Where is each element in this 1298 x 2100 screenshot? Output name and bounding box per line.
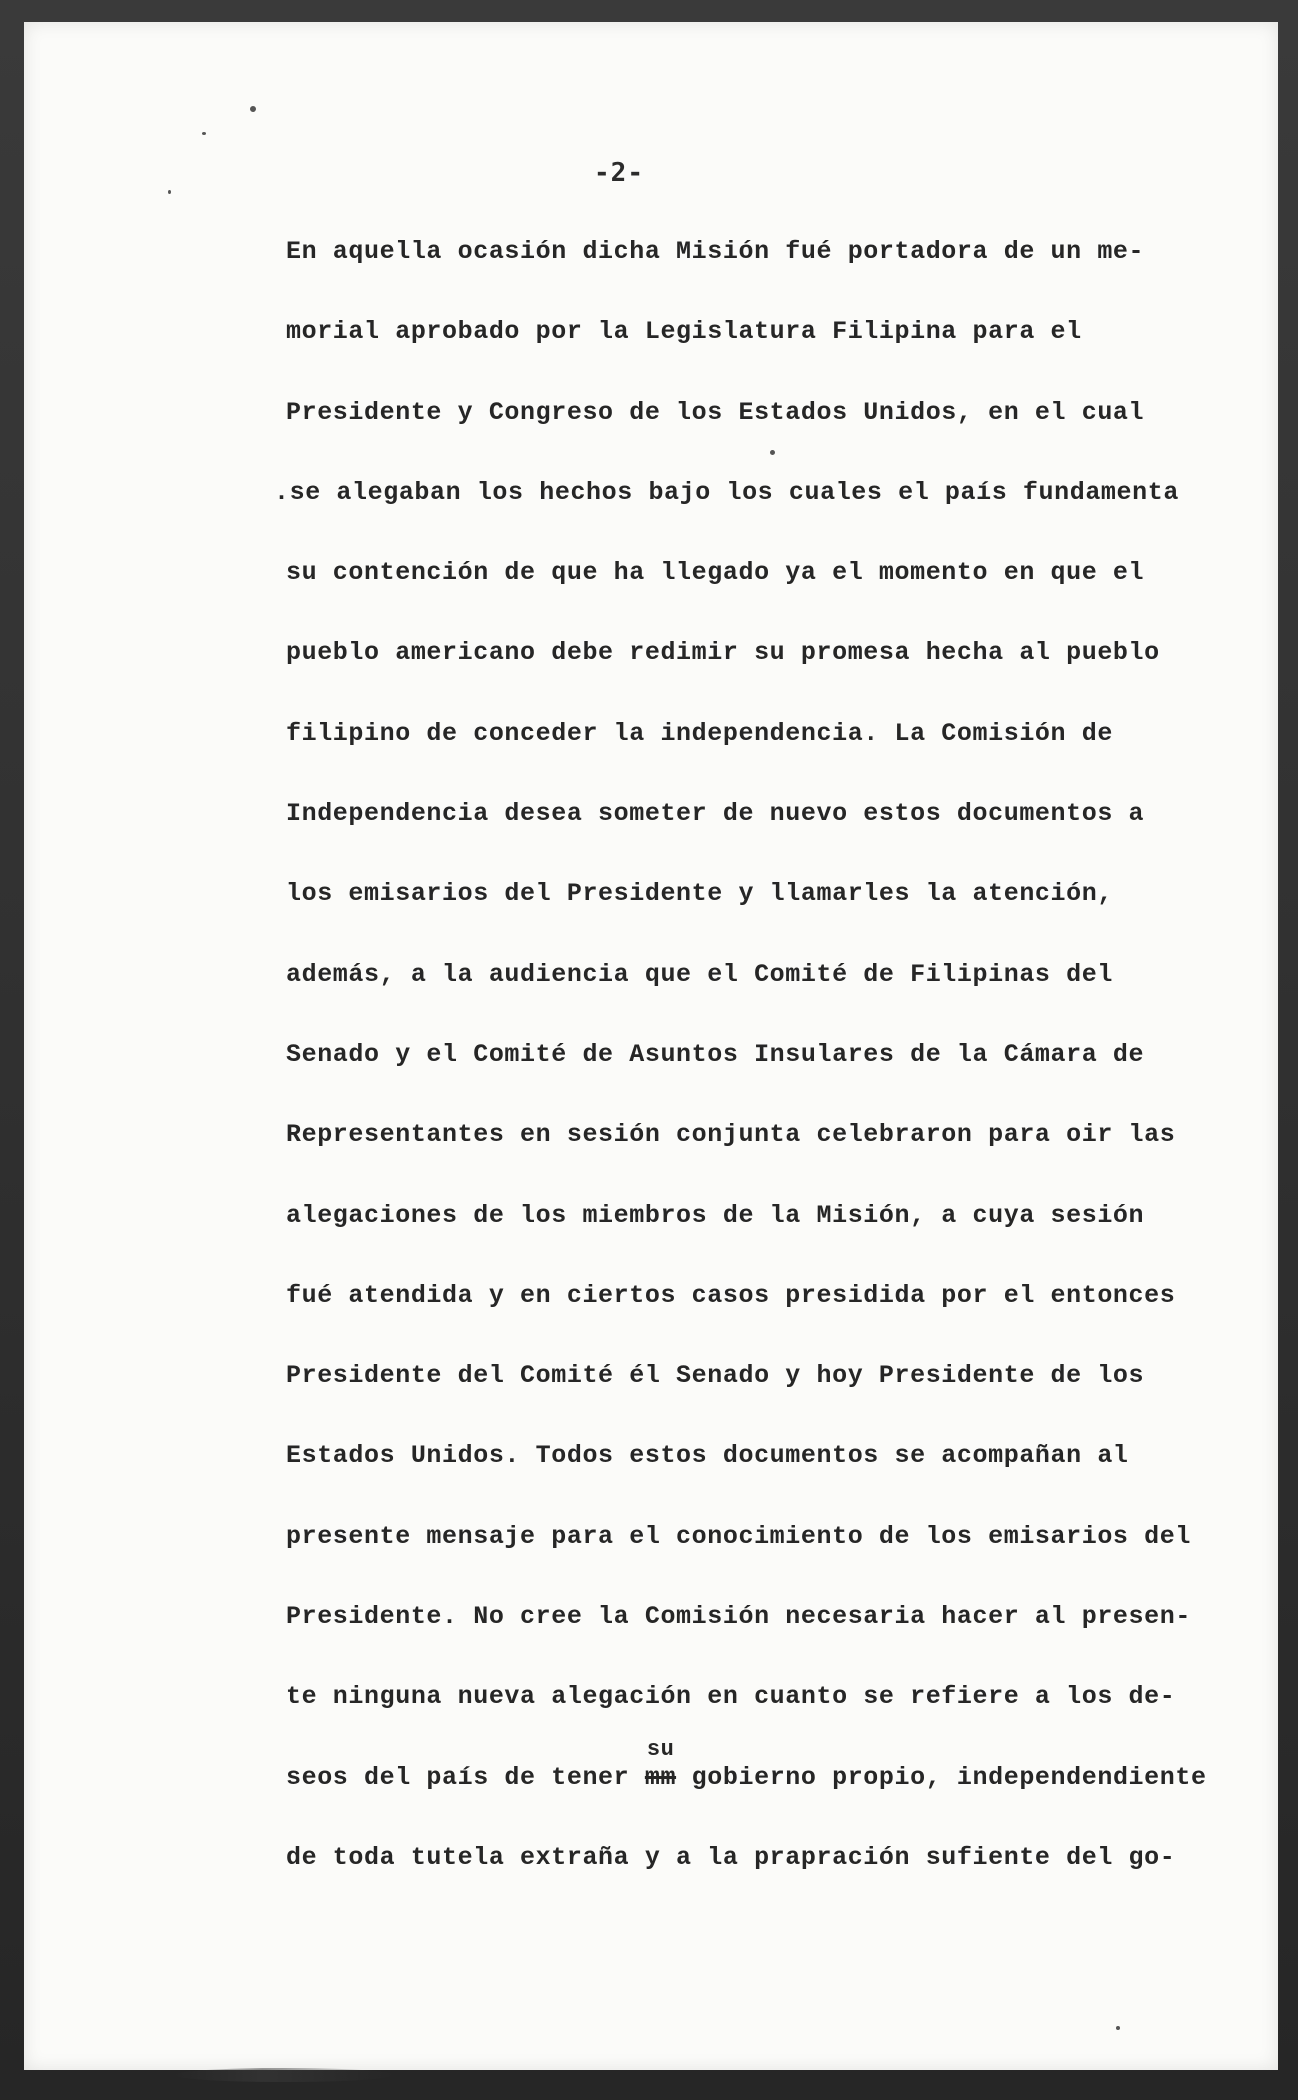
text-line: filipino de conceder la independencia. La Comisión de bbox=[286, 718, 1113, 748]
text-line: fué atendida y en ciertos casos presidida por el entonces bbox=[286, 1280, 1176, 1310]
document-page bbox=[24, 22, 1278, 2070]
line-segment-after: gobierno propio, independendiente bbox=[676, 1762, 1207, 1792]
text-line: además, a la audiencia que el Comité de Filipinas del bbox=[286, 959, 1113, 989]
struck-text: mm bbox=[644, 1762, 677, 1792]
scan-speck bbox=[202, 132, 206, 135]
text-line: pueblo americano debe redimir su promesa hecha al pueblo bbox=[286, 638, 1160, 668]
text-line: su contención de que ha llegado ya el momento en que el bbox=[286, 558, 1145, 588]
scan-speck bbox=[250, 106, 256, 112]
scan-speck bbox=[168, 190, 171, 194]
bottom-edge-smudge bbox=[174, 2068, 394, 2082]
text-line: Presidente del Comité él Senado y hoy Presidente de los bbox=[286, 1361, 1145, 1391]
text-line: Independencia desea someter de nuevo estos documentos a bbox=[286, 799, 1145, 829]
handwritten-correction bbox=[644, 1736, 677, 1798]
text-line: presente mensaje para el conocimiento de los emisarios del bbox=[286, 1521, 1191, 1551]
scan-speck bbox=[770, 450, 775, 455]
text-line: Estados Unidos. Todos estos documentos se acompañan al bbox=[286, 1441, 1129, 1471]
text-line: los emisarios del Presidente y llamarles la atención, bbox=[286, 879, 1113, 909]
text-line: te ninguna nueva alegación en cuanto se refiere a los de- bbox=[286, 1682, 1176, 1712]
scan-speck bbox=[1116, 2026, 1120, 2030]
interlinear-insertion: su bbox=[646, 1736, 675, 1762]
text-line-with-correction bbox=[286, 1736, 1216, 1838]
text-line: Presidente. No cree la Comisión necesaria hacer al presen- bbox=[286, 1602, 1191, 1632]
text-line: de toda tutela extraña y a la prapración sufiente del go- bbox=[286, 1842, 1176, 1872]
text-line: Representantes en sesión conjunta celebraron para oir las bbox=[286, 1120, 1176, 1150]
text-line: Senado y el Comité de Asuntos Insulares de la Cámara de bbox=[286, 1039, 1145, 1069]
page-number: -2- bbox=[594, 158, 644, 188]
text-line: Presidente y Congreso de los Estados Unidos, en el cual bbox=[286, 397, 1145, 427]
correction-line-content bbox=[286, 1736, 1207, 1798]
line-segment-before: seos del país de tener bbox=[286, 1762, 645, 1792]
document-body bbox=[274, 232, 1216, 1918]
text-line: morial aprobado por la Legislatura Filipina para el bbox=[286, 317, 1082, 347]
text-line: alegaciones de los miembros de la Misión, a cuya sesión bbox=[286, 1200, 1145, 1230]
text-line: En aquella ocasión dicha Misión fué portadora de un me- bbox=[286, 237, 1145, 266]
text-line: .se alegaban los hechos bajo los cuales el país fundamenta bbox=[274, 477, 1179, 507]
